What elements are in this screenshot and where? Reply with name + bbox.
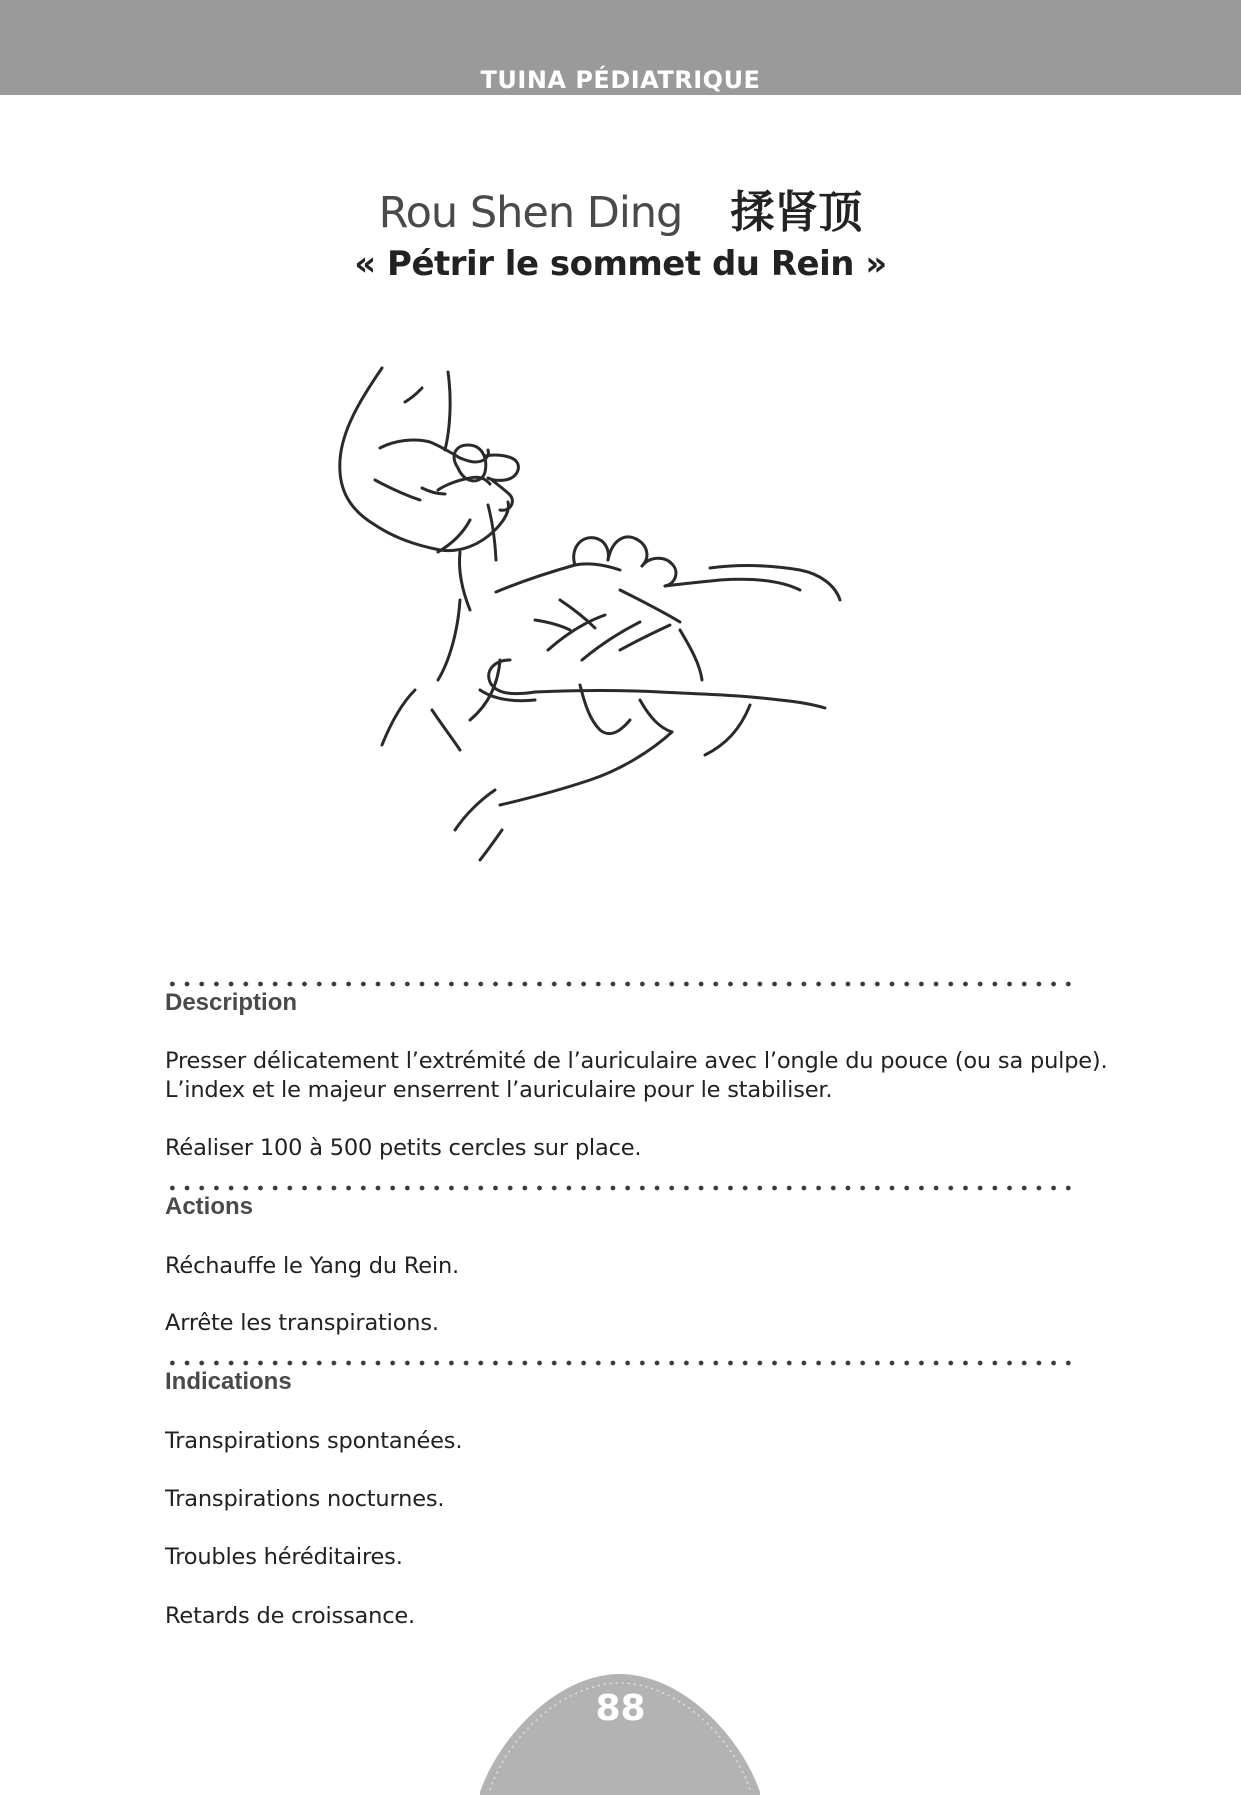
actions-line: Réchauffe le Yang du Rein.	[165, 1253, 459, 1279]
running-header: TUINA PÉDIATRIQUE	[480, 66, 761, 94]
description-heading: Description	[165, 989, 298, 1016]
section-divider	[165, 1360, 1075, 1366]
description-line: Réaliser 100 à 500 petits cercles sur place.	[165, 1135, 642, 1161]
title-chinese: 揉肾顶	[730, 187, 863, 238]
page-title	[0, 176, 1241, 240]
indications-line: Transpirations nocturnes.	[165, 1486, 445, 1512]
section-divider	[165, 1185, 1075, 1191]
indications-line: Transpirations spontanées.	[165, 1428, 463, 1454]
indications-line: Retards de croissance.	[165, 1603, 415, 1629]
hands-massage-illustration	[320, 360, 930, 920]
page-number: 88	[595, 1688, 646, 1729]
indications-heading: Indications	[165, 1368, 292, 1395]
page-number-badge	[480, 1665, 760, 1795]
description-line: L’index et le majeur enserrent l’auriculaire pour le stabiliser.	[165, 1077, 833, 1103]
actions-heading: Actions	[165, 1193, 254, 1220]
actions-line: Arrête les transpirations.	[165, 1310, 439, 1336]
section-divider	[165, 981, 1075, 987]
description-line: Presser délicatement l’extrémité de l’auriculaire avec l’ongle du pouce (ou sa pulpe).	[165, 1048, 1108, 1074]
title-latin: Rou Shen Ding	[378, 188, 683, 238]
page-subtitle: « Pétrir le sommet du Rein »	[354, 244, 887, 284]
indications-line: Troubles héréditaires.	[165, 1544, 403, 1570]
